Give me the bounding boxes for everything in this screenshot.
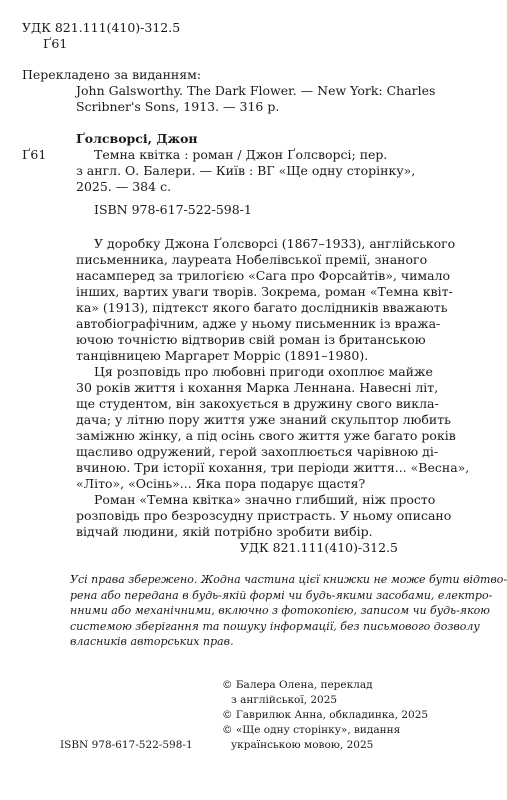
annotation-line: танцівницею Маргарет Морріс (1891–1980). [76, 348, 369, 363]
rights-notice [70, 572, 507, 650]
annotation-line: У доробку Джона Ґолсворсі (1867–1933), англійського [94, 236, 456, 251]
rights-notice-line: нними або механічними, включно з фотокопією, записом чи будь-якою [70, 604, 490, 617]
rights-notice-line: рена або передана в будь-якій формі чи будь-якими засобами, електро- [70, 588, 493, 602]
udk-code: УДК 821.111(410)-312.5 [22, 20, 181, 35]
author-mark: Ґ61 [22, 147, 47, 162]
annotation-line: ка» (1913), підтекст якого багато дослідників вважають [76, 300, 448, 315]
copyright-translation: © Балера Олена, переклад [222, 679, 373, 691]
copyright-translation-cont: з англійської, 2025 [231, 694, 338, 706]
annotation-line: ще студентом, він закохується в дружину свого викла- [76, 396, 439, 411]
copyright-publisher-cont: українською мовою, 2025 [231, 739, 374, 751]
annotation-line: щасливо одружений, герой захоплюється чарівною ді- [76, 444, 439, 459]
source-line-1: John Galsworthy. The Dark Flower. — New York: Charles [76, 83, 436, 98]
annotation-line: автобіографічним, адже у ньому письменник із вража- [76, 316, 441, 331]
author-heading: Ґолсворсі, Джон [76, 131, 198, 146]
annotation-line: письменника, лауреата Нобелівської премії, знаного [76, 252, 428, 267]
source-line-2: Scribner's Sons, 1913. — 316 p. [76, 99, 280, 114]
annotation-line: відчай людини, якій потрібно зробити вибір. [76, 524, 373, 539]
annotation-line: Ця розповідь про любовні пригоди охоплює майже [94, 364, 433, 379]
catalog-isbn: ISBN 978-617-522-598-1 [94, 202, 252, 217]
copyright-publisher: © «Ще одну сторінку», видання [222, 724, 401, 736]
copyright-cover: © Гаврилюк Анна, обкладинка, 2025 [222, 709, 429, 721]
rights-notice-line: Усі права збережено. Жодна частина цієї книжки не може бути відтво- [70, 573, 507, 586]
annotation-line: розповідь про безрозсудну пристрасть. У ньому описано [76, 508, 452, 523]
annotation-line: «Літо», «Осінь»... Яка пора подарує щастя? [76, 476, 366, 491]
catalog-description-line-3: 2025. — 384 с. [76, 179, 172, 194]
annotation-line: інших, вартих уваги творів. Зокрема, роман «Темна квіт- [76, 284, 453, 299]
annotation-line: Роман «Темна квітка» значно глибший, ніж просто [94, 492, 436, 507]
catalog-description-line-1: Темна квітка : роман / Джон Ґолсворсі; пер. [94, 147, 388, 162]
annotation-line: 30 років життя і кохання Марка Леннана. Навесні літ, [76, 380, 439, 395]
rights-notice-line: системою зберігання та пошуку інформації, без письмового дозволу [70, 619, 480, 633]
annotation-line: вчиною. Три історії кохання, три періоди життя... «Весна», [76, 460, 470, 475]
annotation-udk: УДК 821.111(410)-312.5 [239, 540, 398, 555]
annotation-line: заміжню жінку, а під осінь свого життя уже багато років [76, 428, 456, 443]
annotation-line: насамперед за трилогією «Сага про Форсайтів», чимало [76, 268, 451, 283]
annotation-line: ючою точністю відтворив свій роман із британською [76, 332, 426, 347]
footer-isbn: ISBN 978-617-522-598-1 [60, 739, 193, 751]
rights-notice-line: власників авторських прав. [70, 635, 234, 648]
annotation-line: дача; у літню пору життя уже знаний скульптор любить [76, 412, 451, 427]
copyright-block [222, 678, 428, 753]
translation-label: Перекладено за виданням: [22, 67, 202, 82]
catalog-description-line-2: з англ. О. Балери. — Київ : ВГ «Ще одну сторінку», [76, 163, 416, 178]
bbk-code: Ґ61 [43, 36, 68, 51]
